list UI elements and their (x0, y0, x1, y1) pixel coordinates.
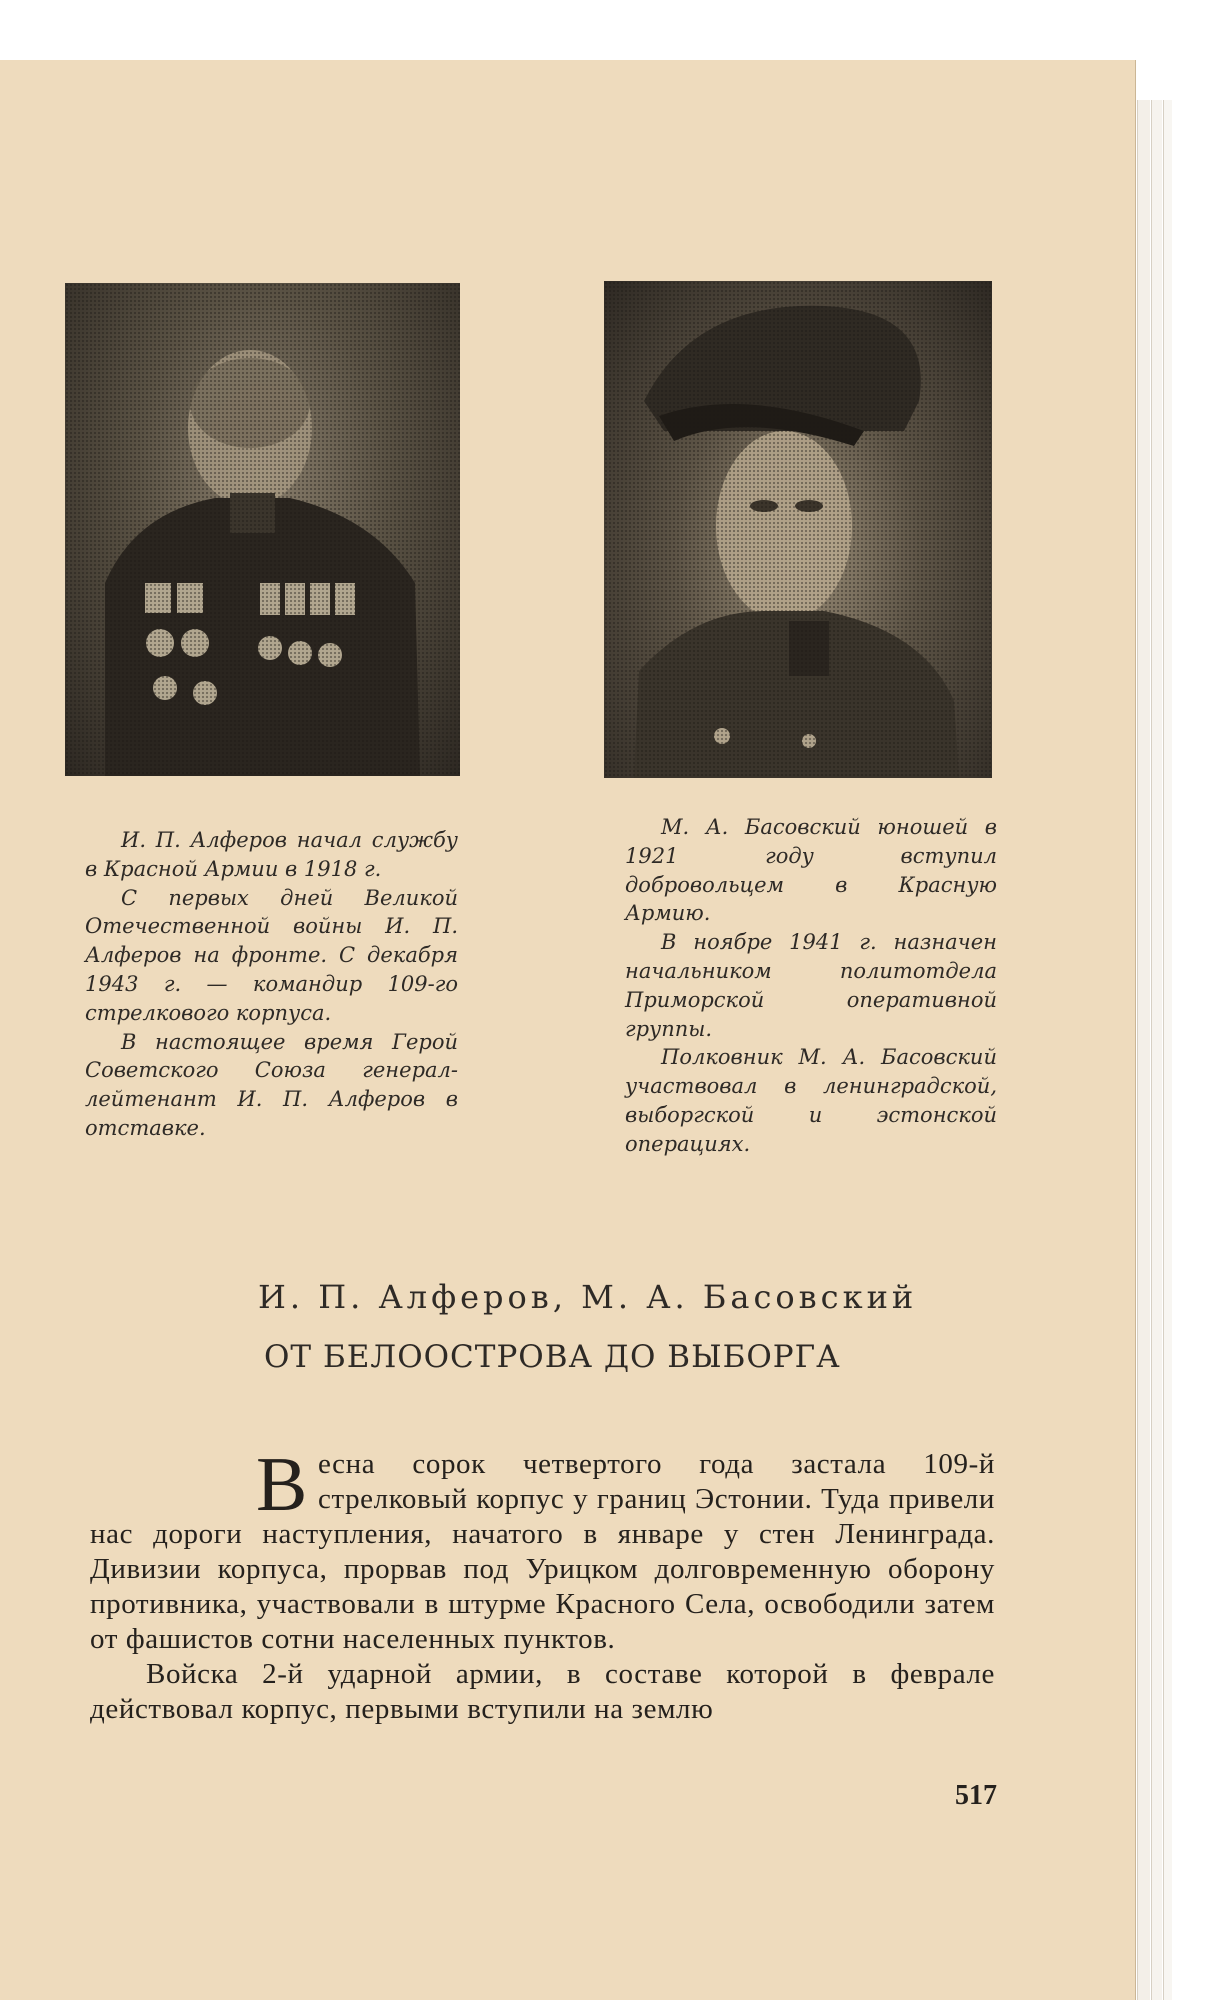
caption-paragraph: Полковник М. А. Басовский участвовал в ленинградской, выборгской и эстонской операциях. (625, 1045, 997, 1156)
caption-paragraph: М. А. Басовский юношей в 1921 году вступил добровольцем в Красную Армию. (625, 815, 997, 926)
article-body (90, 1441, 995, 1727)
portrait-alferov (65, 283, 460, 776)
caption-paragraph: И. П. Алферов начал службу в Красной Армии в 1918 г. (85, 828, 458, 881)
page-edge (1137, 100, 1150, 2000)
page-edge (1163, 100, 1172, 2000)
caption-paragraph: В ноябре 1941 г. назначен начальником политотдела Приморской оперативной группы. (625, 930, 997, 1041)
caption-paragraph: В настоящее время Герой Советского Союза генерал-лейтенант И. П. Алферов в отставке. (85, 1029, 458, 1140)
caption-alferov (85, 826, 458, 1143)
page-number: 517 (955, 1780, 997, 1811)
body-paragraph (90, 1441, 995, 1657)
body-paragraph: Войска 2-й ударной армии, в составе которой в феврале действовал корпус, первыми вступили на землю (90, 1658, 995, 1725)
article-title: ОТ БЕЛООСТРОВА ДО ВЫБОРГА (264, 1339, 841, 1375)
caption-paragraph: С первых дней Великой Отечественной войны И. П. Алферов на фронте. С декабря 1943 г. — командир 109-го стрелкового корпуса. (85, 885, 458, 1025)
article-authors: И. П. Алферов, М. А. Басовский (258, 1278, 918, 1316)
page-edge (1151, 100, 1162, 2000)
drop-cap: В (256, 1441, 308, 1527)
caption-basovsky (625, 813, 997, 1159)
body-paragraph-text: есна сорок четвертого года застала 109-й стрелковый корпус у границ Эстонии. Туда привели нас дороги наступления, начатого в январе у стен Ленинграда. Дивизии корпуса, прорвав под Урицком долговременную оборону противника, участвовали в штурме Красного Села, освободили затем от фашистов сотни населенных пунктов. (90, 1448, 995, 1655)
portrait-basovsky (604, 281, 992, 778)
